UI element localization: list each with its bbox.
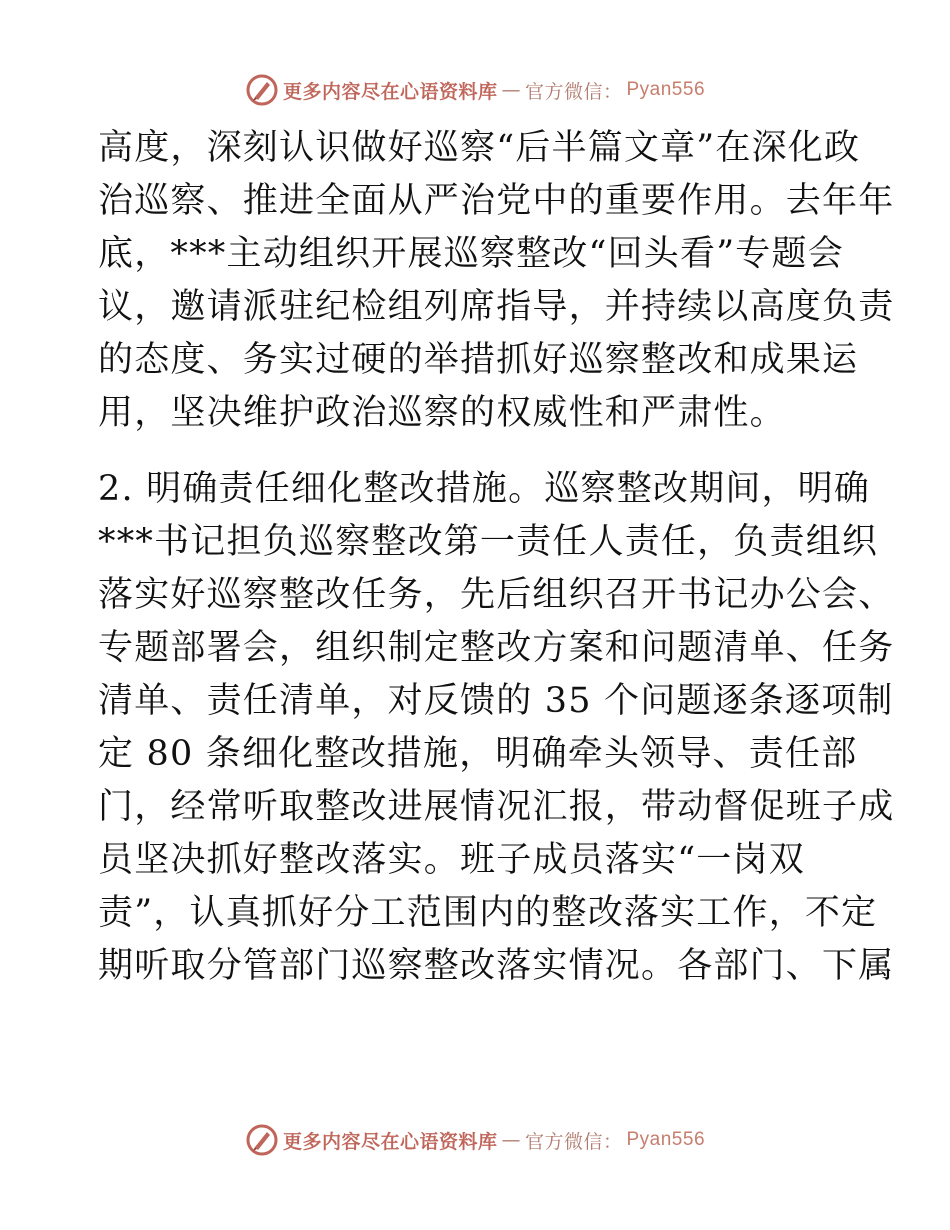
text-line: 期听取分管部门巡察整改落实情况。各部门、下属 bbox=[98, 946, 895, 986]
text-line: 底，***主动组织开展巡察整改“回头看”专题会 bbox=[98, 234, 844, 274]
watermark-separator: — bbox=[501, 79, 521, 101]
paragraph-2 bbox=[98, 463, 895, 993]
watermark-separator: — bbox=[501, 1129, 521, 1151]
paragraph-1 bbox=[98, 122, 895, 440]
watermark-handle: Pyan556 bbox=[626, 79, 706, 100]
paragraph-gap bbox=[98, 440, 858, 463]
text-line: 的态度、务实过硬的举措抓好巡察整改和成果运 bbox=[98, 340, 859, 380]
text-line: 落实好巡察整改任务，先后组织召开书记办公会、 bbox=[98, 575, 895, 615]
watermark-text: 更多内容尽在心语资料库 bbox=[282, 1130, 498, 1153]
watermark-handle: Pyan556 bbox=[626, 1129, 706, 1150]
text-line: 清单、责任清单，对反馈的 35 个问题逐条逐项制 bbox=[98, 681, 894, 721]
pen-logo-icon bbox=[245, 73, 279, 107]
text-line: ***书记担负巡察整改第一责任人责任，负责组织 bbox=[98, 522, 879, 562]
text-line: 议，邀请派驻纪检组列席指导，并持续以高度负责 bbox=[98, 287, 895, 327]
header-watermark bbox=[0, 70, 950, 110]
text-line: 用，坚决维护政治巡察的权威性和严肃性。 bbox=[98, 393, 786, 433]
pen-logo-icon bbox=[245, 1123, 279, 1157]
watermark-text: 更多内容尽在心语资料库 bbox=[282, 80, 498, 103]
text-line: 专题部署会，组织制定整改方案和问题清单、任务 bbox=[98, 628, 895, 668]
text-line: 2. 明确责任细化整改措施。巡察整改期间，明确 bbox=[98, 469, 871, 509]
text-line: 治巡察、推进全面从严治党中的重要作用。去年年 bbox=[98, 181, 895, 221]
text-line: 定 80 条细化整改措施，明确牵头领导、责任部 bbox=[98, 734, 858, 774]
watermark-contact-label: 官方微信： bbox=[524, 1130, 623, 1153]
text-line: 门，经常听取整改进展情况汇报，带动督促班子成 bbox=[98, 787, 895, 827]
text-line: 员坚决抓好整改落实。班子成员落实“一岗双 bbox=[98, 840, 805, 880]
watermark-contact-label: 官方微信： bbox=[524, 80, 623, 103]
footer-watermark bbox=[0, 1120, 950, 1160]
document-body bbox=[98, 122, 895, 993]
text-line: 责”，认真抓好分工范围内的整改落实工作，不定 bbox=[98, 893, 878, 933]
text-line: 高度，深刻认识做好巡察“后半篇文章”在深化政 bbox=[98, 128, 861, 168]
